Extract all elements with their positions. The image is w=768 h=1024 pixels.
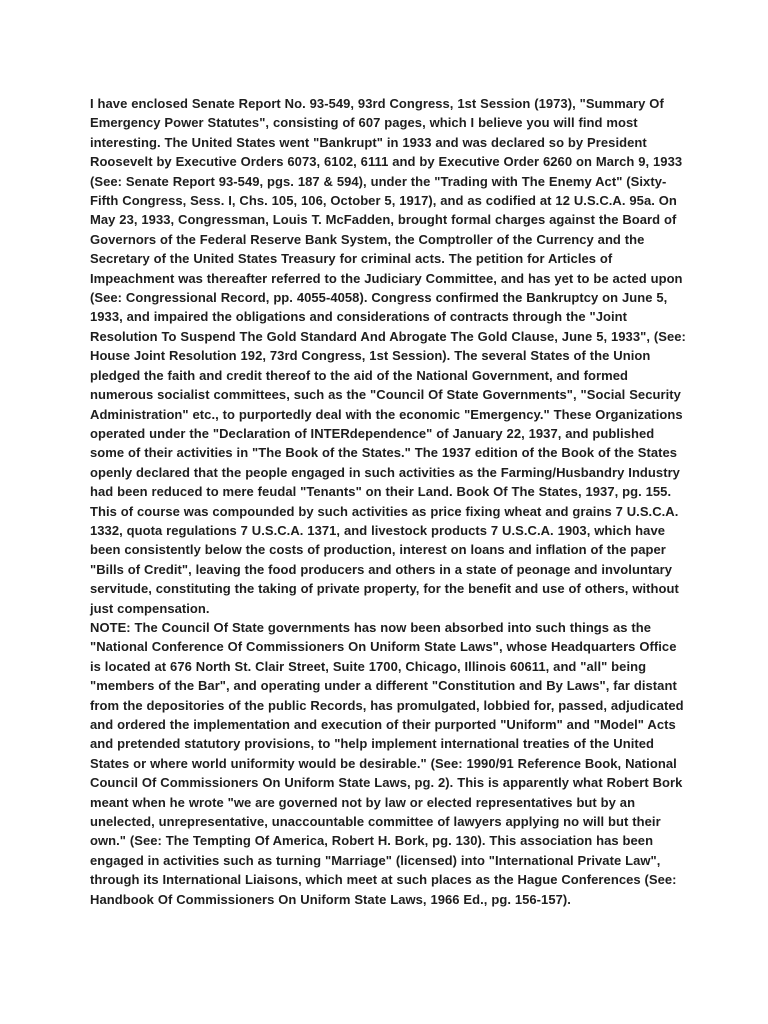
paragraph-note: NOTE: The Council Of State governments has now been absorbed into such things as the "National Conference Of Commissioners On Uniform State Laws", whose Headquarters Office is located at 676 North St. Clair Street, Suite 1700, Chicago, Illinois 60611, and "all" being "members of the Bar", and operating under a different "Constitution and By Laws", far distant from the depositories of the public Records, has promulgated, lobbied for, passed, adjudicated and ordered the implementation and execution of their purported "Uniform" and "Model" Acts and pretended statutory provisions, to "help implement international treaties of the United States or where world uniformity would be desirable." (See: 1990/91 Reference Book, National Council Of Commissioners On Uniform State Laws, pg. 2). This is apparently what Robert Bork meant when he wrote "we are governed not by law or elected representatives but by an unelected, unrepresentative, unaccountable committee of lawyers applying no will but their own." (See: The Tempting Of America, Robert H. Bork, pg. 130). This association has been engaged in activities such as turning "Marriage" (licensed) into "International Private Law", through its International Liaisons, which meet at such places as the Hague Conferences (See: Handbook Of Commissioners On Uniform State Laws, 1966 Ed., pg. 156-157). (90, 619, 684, 907)
paragraph-senate-report: I have enclosed Senate Report No. 93-549, 93rd Congress, 1st Session (1973), "Summary Of Emergency Power Statutes", consisting of 607 pages, which I believe you will find most interesting. The United States went "Bankrupt" in 1933 and was declared so by President Roosevelt by Executive Orders 6073, 6102, 6111 and by Executive Order 6260 on March 9, 1933 (See: Senate Report 93-549, pgs. 187 & 594), under the "Trading with The Enemy Act" (Sixty-Fifth Congress, Sess. I, Chs. 105, 106, October 5, 1917), and as codified at 12 U.S.C.A. 95a. On May 23, 1933, Congressman, Louis T. McFadden, brought formal charges against the Board of Governors of the Federal Reserve Bank System, the Comptroller of the Currency and the Secretary of the United States Treasury for criminal acts. The petition for Articles of Impeachment was thereafter referred to the Judiciary Committee, and has yet to be acted upon (See: Congressional Record, pp. 4055-4058). Congress confirmed the Bankruptcy on June 5, 1933, and impaired the obligations and considerations of contracts through the "Joint Resolution To Suspend The Gold Standard And Abrogate The Gold Clause, June 5, 1933", (See: House Joint Resolution 192, 73rd Congress, 1st Session). The several States of the Union pledged the faith and credit thereof to the aid of the National Government, and formed numerous socialist committees, such as the "Council Of State Governments", "Social Security Administration" etc., to purportedly deal with the economic "Emergency." These Organizations operated under the "Declaration of INTERdependence" of January 22, 1937, and published some of their activities in "The Book of the States." The 1937 edition of the Book of the States openly declared that the people engaged in such activities as the Farming/Husbandry Industry had been reduced to mere feudal "Tenants" on their Land. Book Of The States, 1937, pg. 155. This of course was compounded by such activities as price fixing wheat and grains 7 U.S.C.A. 1332, quota regulations 7 U.S.C.A. 1371, and livestock products 7 U.S.C.A. 1903, which have been consistently below the costs of production, interest on loans and inflation of the paper "Bills of Credit", leaving the food producers and others in a state of peonage and involuntary servitude, constituting the taking of private property, for the benefit and use of others, without just compensation. (90, 96, 686, 616)
document-page (90, 94, 690, 909)
